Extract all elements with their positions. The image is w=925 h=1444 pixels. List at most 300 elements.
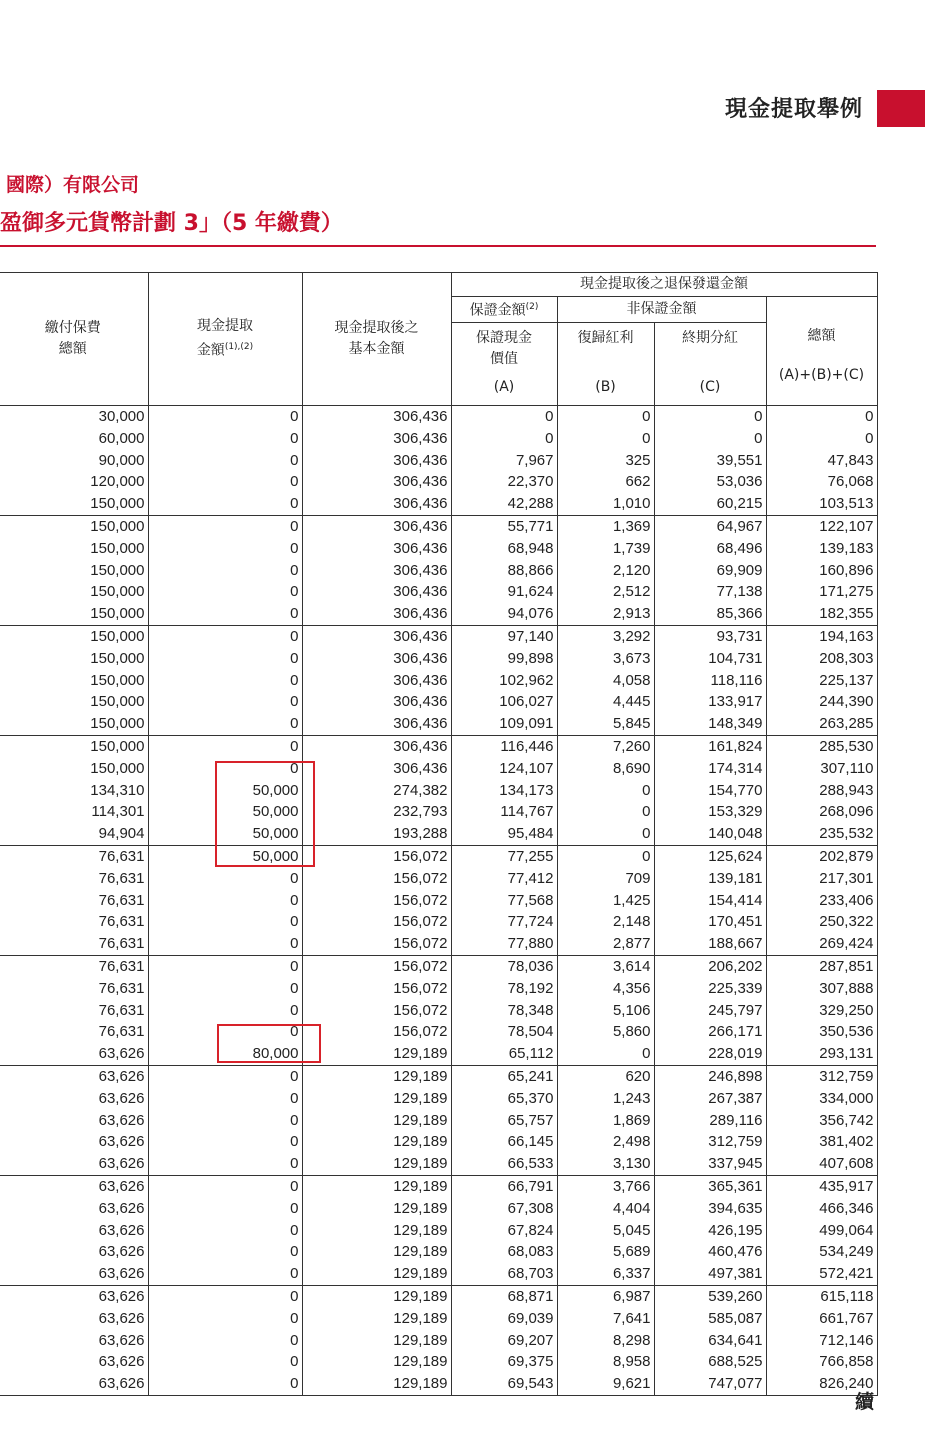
cell-total: 171,275: [766, 581, 877, 603]
cell-total: 285,530: [766, 735, 877, 757]
table-row: [0, 493, 877, 515]
header-total-premium: [0, 273, 148, 406]
table-row: [0, 911, 877, 933]
cell-total-premium: 63,626: [0, 1043, 148, 1065]
cell-reversionary-bonus: 2,498: [557, 1131, 654, 1153]
cell-reversionary-bonus: 1,425: [557, 889, 654, 911]
cell-reversionary-bonus: 2,913: [557, 603, 654, 625]
cell-reversionary-bonus: 620: [557, 1065, 654, 1087]
cell-terminal-dividend: 148,349: [654, 713, 766, 735]
cell-withdrawal: 0: [148, 1153, 302, 1175]
cell-total-premium: 63,626: [0, 1263, 148, 1285]
cell-gcv: 78,036: [451, 955, 557, 977]
cell-total-premium: 150,000: [0, 537, 148, 559]
cell-reversionary-bonus: 5,860: [557, 1021, 654, 1043]
cell-basic-amount: 306,436: [302, 625, 451, 647]
cell-reversionary-bonus: 0: [557, 1043, 654, 1065]
cell-terminal-dividend: 64,967: [654, 515, 766, 537]
cell-basic-amount: 306,436: [302, 405, 451, 427]
table-row: [0, 581, 877, 603]
cell-total: 350,536: [766, 1021, 877, 1043]
cell-withdrawal: 0: [148, 1285, 302, 1307]
table-row: [0, 669, 877, 691]
cell-basic-amount: 156,072: [302, 1021, 451, 1043]
cell-withdrawal: 0: [148, 1241, 302, 1263]
table-row: [0, 647, 877, 669]
table-row: [0, 1109, 877, 1131]
cell-terminal-dividend: 60,215: [654, 493, 766, 515]
cell-total-premium: 134,310: [0, 779, 148, 801]
cell-total-premium: 150,000: [0, 691, 148, 713]
cell-gcv: 66,791: [451, 1175, 557, 1197]
header-terminal-dividend: 終期分紅: [654, 322, 766, 370]
cell-basic-amount: 156,072: [302, 889, 451, 911]
cell-withdrawal: 0: [148, 691, 302, 713]
cell-withdrawal: 0: [148, 471, 302, 493]
cell-terminal-dividend: 585,087: [654, 1307, 766, 1329]
cell-basic-amount: 129,189: [302, 1087, 451, 1109]
cell-gcv: 55,771: [451, 515, 557, 537]
cell-basic-amount: 129,189: [302, 1329, 451, 1351]
cell-gcv: 77,568: [451, 889, 557, 911]
cell-withdrawal: 0: [148, 427, 302, 449]
cell-gcv: 77,255: [451, 845, 557, 867]
table-row: [0, 999, 877, 1021]
cell-terminal-dividend: 747,077: [654, 1373, 766, 1395]
cell-withdrawal: 0: [148, 669, 302, 691]
cell-total: 0: [766, 405, 877, 427]
title-divider: [0, 245, 876, 247]
cell-gcv: 65,241: [451, 1065, 557, 1087]
cell-basic-amount: 156,072: [302, 867, 451, 889]
cell-withdrawal: 50,000: [148, 801, 302, 823]
cell-total: 712,146: [766, 1329, 877, 1351]
table-row: [0, 713, 877, 735]
header-basic-amount-line2: 基本金額: [348, 340, 405, 357]
cell-terminal-dividend: 153,329: [654, 801, 766, 823]
header-total-premium-line2: 總額: [58, 340, 87, 357]
cell-gcv: 0: [451, 427, 557, 449]
cell-withdrawal: 0: [148, 889, 302, 911]
cell-terminal-dividend: 246,898: [654, 1065, 766, 1087]
continued-marker: 續: [855, 1391, 875, 1413]
cell-basic-amount: 129,189: [302, 1241, 451, 1263]
cell-total: 435,917: [766, 1175, 877, 1197]
cell-total-premium: 150,000: [0, 757, 148, 779]
cell-gcv: 68,948: [451, 537, 557, 559]
header-gcv-line1: 保證現金: [476, 329, 532, 346]
table-row: [0, 1351, 877, 1373]
cell-withdrawal: 0: [148, 911, 302, 933]
cell-gcv: 69,375: [451, 1351, 557, 1373]
cell-withdrawal: 0: [148, 977, 302, 999]
table-row: [0, 1197, 877, 1219]
cell-reversionary-bonus: 0: [557, 427, 654, 449]
cell-gcv: 0: [451, 405, 557, 427]
cell-gcv: 65,112: [451, 1043, 557, 1065]
cell-total-premium: 76,631: [0, 999, 148, 1021]
header-rb-letter: (B): [557, 370, 654, 405]
cell-basic-amount: 129,189: [302, 1153, 451, 1175]
cell-withdrawal: 0: [148, 1021, 302, 1043]
cell-basic-amount: 129,189: [302, 1307, 451, 1329]
cell-total-premium: 63,626: [0, 1329, 148, 1351]
cell-gcv: 88,866: [451, 559, 557, 581]
cell-total-premium: 63,626: [0, 1065, 148, 1087]
table-row: [0, 559, 877, 581]
table-row: [0, 889, 877, 911]
cell-total: 293,131: [766, 1043, 877, 1065]
header-total-formula: (A)+(B)+(C): [778, 366, 865, 383]
cell-total: 217,301: [766, 867, 877, 889]
cell-reversionary-bonus: 2,512: [557, 581, 654, 603]
table-row: [0, 757, 877, 779]
cell-total-premium: 63,626: [0, 1131, 148, 1153]
cell-basic-amount: 306,436: [302, 669, 451, 691]
cell-total: 661,767: [766, 1307, 877, 1329]
cell-withdrawal: 0: [148, 581, 302, 603]
cell-withdrawal: 0: [148, 713, 302, 735]
cell-total: 288,943: [766, 779, 877, 801]
header-guaranteed-text: 保證金額: [469, 302, 526, 319]
cell-basic-amount: 129,189: [302, 1109, 451, 1131]
cell-basic-amount: 306,436: [302, 471, 451, 493]
cell-terminal-dividend: 174,314: [654, 757, 766, 779]
cell-terminal-dividend: 125,624: [654, 845, 766, 867]
cell-terminal-dividend: 93,731: [654, 625, 766, 647]
cell-reversionary-bonus: 0: [557, 801, 654, 823]
plan-title: 盈御多元貨幣計劃 3」（5 年繳費）: [0, 211, 343, 236]
cell-gcv: 95,484: [451, 823, 557, 845]
header-tb-letter: (C): [654, 370, 766, 405]
cell-total: 182,355: [766, 603, 877, 625]
cell-terminal-dividend: 85,366: [654, 603, 766, 625]
cell-reversionary-bonus: 4,356: [557, 977, 654, 999]
cell-gcv: 65,370: [451, 1087, 557, 1109]
cell-withdrawal: 0: [148, 537, 302, 559]
cell-withdrawal: 0: [148, 867, 302, 889]
cell-basic-amount: 156,072: [302, 977, 451, 999]
header-gcv: [451, 322, 557, 370]
cell-gcv: 78,348: [451, 999, 557, 1021]
cell-withdrawal: 0: [148, 955, 302, 977]
cell-withdrawal: 0: [148, 999, 302, 1021]
cell-basic-amount: 129,189: [302, 1065, 451, 1087]
cell-withdrawal: 0: [148, 735, 302, 757]
cell-terminal-dividend: 140,048: [654, 823, 766, 845]
cell-withdrawal: 50,000: [148, 845, 302, 867]
cell-terminal-dividend: 161,824: [654, 735, 766, 757]
cell-total: 766,858: [766, 1351, 877, 1373]
cell-basic-amount: 129,189: [302, 1351, 451, 1373]
cell-reversionary-bonus: 5,845: [557, 713, 654, 735]
cell-total-premium: 90,000: [0, 449, 148, 471]
cell-reversionary-bonus: 3,614: [557, 955, 654, 977]
cell-total: 312,759: [766, 1065, 877, 1087]
cell-total: 381,402: [766, 1131, 877, 1153]
cell-basic-amount: 193,288: [302, 823, 451, 845]
table-row: [0, 823, 877, 845]
cell-gcv: 66,533: [451, 1153, 557, 1175]
table-row: [0, 515, 877, 537]
cell-gcv: 68,871: [451, 1285, 557, 1307]
cell-reversionary-bonus: 4,404: [557, 1197, 654, 1219]
cell-total: 233,406: [766, 889, 877, 911]
cell-withdrawal: 0: [148, 1263, 302, 1285]
cell-terminal-dividend: 118,116: [654, 669, 766, 691]
cell-basic-amount: 306,436: [302, 537, 451, 559]
cell-total: 534,249: [766, 1241, 877, 1263]
cell-basic-amount: 156,072: [302, 999, 451, 1021]
cell-reversionary-bonus: 2,148: [557, 911, 654, 933]
cell-basic-amount: 306,436: [302, 581, 451, 603]
cell-terminal-dividend: 139,181: [654, 867, 766, 889]
cell-basic-amount: 306,436: [302, 603, 451, 625]
cell-terminal-dividend: 245,797: [654, 999, 766, 1021]
cell-total-premium: 76,631: [0, 977, 148, 999]
cell-terminal-dividend: 0: [654, 427, 766, 449]
cell-terminal-dividend: 170,451: [654, 911, 766, 933]
cell-basic-amount: 306,436: [302, 449, 451, 471]
cell-withdrawal: 0: [148, 1065, 302, 1087]
table-row: [0, 1131, 877, 1153]
cell-reversionary-bonus: 5,106: [557, 999, 654, 1021]
table-row: [0, 1263, 877, 1285]
cell-total: 76,068: [766, 471, 877, 493]
cell-withdrawal: 80,000: [148, 1043, 302, 1065]
header-total: [766, 297, 877, 406]
cell-basic-amount: 156,072: [302, 911, 451, 933]
table-row: [0, 955, 877, 977]
cell-gcv: 114,767: [451, 801, 557, 823]
cell-basic-amount: 306,436: [302, 559, 451, 581]
header-total-premium-line1: 繳付保費: [44, 319, 101, 336]
cell-basic-amount: 129,189: [302, 1131, 451, 1153]
cell-total: 407,608: [766, 1153, 877, 1175]
cell-total: 244,390: [766, 691, 877, 713]
header-total-label: 總額: [807, 327, 836, 344]
cell-reversionary-bonus: 7,641: [557, 1307, 654, 1329]
cell-withdrawal: 0: [148, 1087, 302, 1109]
cell-gcv: 77,412: [451, 867, 557, 889]
cell-basic-amount: 306,436: [302, 493, 451, 515]
cell-reversionary-bonus: 2,877: [557, 933, 654, 955]
cell-reversionary-bonus: 5,689: [557, 1241, 654, 1263]
cell-total: 263,285: [766, 713, 877, 735]
cell-withdrawal: 0: [148, 1131, 302, 1153]
cell-total-premium: 76,631: [0, 933, 148, 955]
header-basic-amount: [302, 273, 451, 406]
cell-gcv: 78,504: [451, 1021, 557, 1043]
cell-total-premium: 76,631: [0, 889, 148, 911]
cell-terminal-dividend: 104,731: [654, 647, 766, 669]
cell-total-premium: 76,631: [0, 845, 148, 867]
cell-total-premium: 150,000: [0, 713, 148, 735]
cell-terminal-dividend: 289,116: [654, 1109, 766, 1131]
cell-withdrawal: 0: [148, 757, 302, 779]
cell-gcv: 99,898: [451, 647, 557, 669]
table-row: [0, 1021, 877, 1043]
cell-terminal-dividend: 154,770: [654, 779, 766, 801]
cell-total-premium: 63,626: [0, 1109, 148, 1131]
cell-basic-amount: 306,436: [302, 515, 451, 537]
cell-total-premium: 63,626: [0, 1197, 148, 1219]
cell-terminal-dividend: 69,909: [654, 559, 766, 581]
cell-total-premium: 150,000: [0, 493, 148, 515]
cell-reversionary-bonus: 0: [557, 405, 654, 427]
cell-total-premium: 150,000: [0, 603, 148, 625]
cell-terminal-dividend: 228,019: [654, 1043, 766, 1065]
cell-total-premium: 30,000: [0, 405, 148, 427]
cell-gcv: 22,370: [451, 471, 557, 493]
cell-basic-amount: 129,189: [302, 1285, 451, 1307]
cell-gcv: 78,192: [451, 977, 557, 999]
cell-basic-amount: 306,436: [302, 757, 451, 779]
cell-withdrawal: 0: [148, 1175, 302, 1197]
cell-total: 287,851: [766, 955, 877, 977]
cell-reversionary-bonus: 1,739: [557, 537, 654, 559]
section-tab-marker: [877, 90, 925, 127]
cell-total: 356,742: [766, 1109, 877, 1131]
cell-terminal-dividend: 460,476: [654, 1241, 766, 1263]
table-body: [0, 405, 877, 1395]
cell-total-premium: 76,631: [0, 867, 148, 889]
cell-withdrawal: 50,000: [148, 779, 302, 801]
header-basic-amount-line1: 現金提取後之: [334, 319, 419, 336]
cell-gcv: 67,824: [451, 1219, 557, 1241]
cell-withdrawal: 0: [148, 405, 302, 427]
cell-total-premium: 150,000: [0, 735, 148, 757]
cell-total: 160,896: [766, 559, 877, 581]
cell-reversionary-bonus: 8,298: [557, 1329, 654, 1351]
cell-withdrawal: 0: [148, 603, 302, 625]
cell-total: 307,110: [766, 757, 877, 779]
header-withdrawal-amount: [148, 273, 302, 406]
cell-total-premium: 150,000: [0, 581, 148, 603]
table-row: [0, 1043, 877, 1065]
cell-basic-amount: 156,072: [302, 845, 451, 867]
cell-gcv: 91,624: [451, 581, 557, 603]
cell-gcv: 67,308: [451, 1197, 557, 1219]
cell-basic-amount: 232,793: [302, 801, 451, 823]
cell-total: 307,888: [766, 977, 877, 999]
cell-total: 334,000: [766, 1087, 877, 1109]
cell-basic-amount: 306,436: [302, 713, 451, 735]
header-guaranteed-note: (2): [525, 302, 539, 312]
cell-reversionary-bonus: 7,260: [557, 735, 654, 757]
cash-withdrawal-table: [0, 272, 878, 1396]
table-row: [0, 845, 877, 867]
cell-total: 329,250: [766, 999, 877, 1021]
cell-total: 47,843: [766, 449, 877, 471]
header-withdrawal-line2-text: 金額: [196, 342, 225, 359]
cell-reversionary-bonus: 0: [557, 779, 654, 801]
cell-basic-amount: 129,189: [302, 1219, 451, 1241]
cell-terminal-dividend: 53,036: [654, 471, 766, 493]
cell-withdrawal: 0: [148, 1351, 302, 1373]
header-guaranteed-group: [451, 297, 557, 323]
cell-total-premium: 63,626: [0, 1087, 148, 1109]
cell-total-premium: 63,626: [0, 1373, 148, 1395]
cell-gcv: 77,724: [451, 911, 557, 933]
table-row: [0, 1373, 877, 1395]
cell-basic-amount: 306,436: [302, 647, 451, 669]
cell-gcv: 124,107: [451, 757, 557, 779]
cell-terminal-dividend: 39,551: [654, 449, 766, 471]
cell-terminal-dividend: 267,387: [654, 1087, 766, 1109]
cell-total: 194,163: [766, 625, 877, 647]
table-row: [0, 625, 877, 647]
cell-total-premium: 63,626: [0, 1219, 148, 1241]
cell-terminal-dividend: 188,667: [654, 933, 766, 955]
cell-total: 269,424: [766, 933, 877, 955]
table-row: [0, 427, 877, 449]
cell-reversionary-bonus: 3,130: [557, 1153, 654, 1175]
cell-reversionary-bonus: 1,243: [557, 1087, 654, 1109]
cell-reversionary-bonus: 662: [557, 471, 654, 493]
cell-reversionary-bonus: 1,369: [557, 515, 654, 537]
table-row: [0, 537, 877, 559]
header-non-guaranteed-group: 非保證金額: [557, 297, 766, 323]
header-surrender-group: 現金提取後之退保發還金額: [451, 273, 877, 297]
cell-total: 615,118: [766, 1285, 877, 1307]
table-row: [0, 977, 877, 999]
cell-withdrawal: 0: [148, 449, 302, 471]
table-row: [0, 1241, 877, 1263]
table-row: [0, 449, 877, 471]
cell-gcv: 102,962: [451, 669, 557, 691]
cell-terminal-dividend: 77,138: [654, 581, 766, 603]
cell-terminal-dividend: 266,171: [654, 1021, 766, 1043]
cell-total-premium: 63,626: [0, 1241, 148, 1263]
cell-gcv: 97,140: [451, 625, 557, 647]
cell-withdrawal: 0: [148, 625, 302, 647]
cell-terminal-dividend: 225,339: [654, 977, 766, 999]
cell-total: 499,064: [766, 1219, 877, 1241]
table-row: [0, 1153, 877, 1175]
table-row: [0, 867, 877, 889]
cell-reversionary-bonus: 3,766: [557, 1175, 654, 1197]
cell-basic-amount: 306,436: [302, 427, 451, 449]
cell-reversionary-bonus: 6,987: [557, 1285, 654, 1307]
company-name: 國際）有限公司: [6, 174, 140, 196]
cell-basic-amount: 306,436: [302, 691, 451, 713]
table-row: [0, 1307, 877, 1329]
cell-basic-amount: 129,189: [302, 1175, 451, 1197]
cell-total-premium: 76,631: [0, 1021, 148, 1043]
header-withdrawal-line2: [149, 337, 302, 362]
cell-total: 202,879: [766, 845, 877, 867]
header-gcv-letter: (A): [451, 370, 557, 405]
cell-terminal-dividend: 394,635: [654, 1197, 766, 1219]
cell-terminal-dividend: 426,195: [654, 1219, 766, 1241]
cell-total: 225,137: [766, 669, 877, 691]
cell-reversionary-bonus: 1,010: [557, 493, 654, 515]
cell-terminal-dividend: 365,361: [654, 1175, 766, 1197]
cell-total-premium: 63,626: [0, 1351, 148, 1373]
cell-basic-amount: 274,382: [302, 779, 451, 801]
cell-withdrawal: 0: [148, 493, 302, 515]
table-row: [0, 801, 877, 823]
cell-basic-amount: 306,436: [302, 735, 451, 757]
cell-reversionary-bonus: 3,292: [557, 625, 654, 647]
cell-total: 139,183: [766, 537, 877, 559]
cell-terminal-dividend: 312,759: [654, 1131, 766, 1153]
cell-reversionary-bonus: 4,445: [557, 691, 654, 713]
cell-total: 466,346: [766, 1197, 877, 1219]
cell-total-premium: 150,000: [0, 625, 148, 647]
section-title: 現金提取舉例: [724, 97, 863, 122]
